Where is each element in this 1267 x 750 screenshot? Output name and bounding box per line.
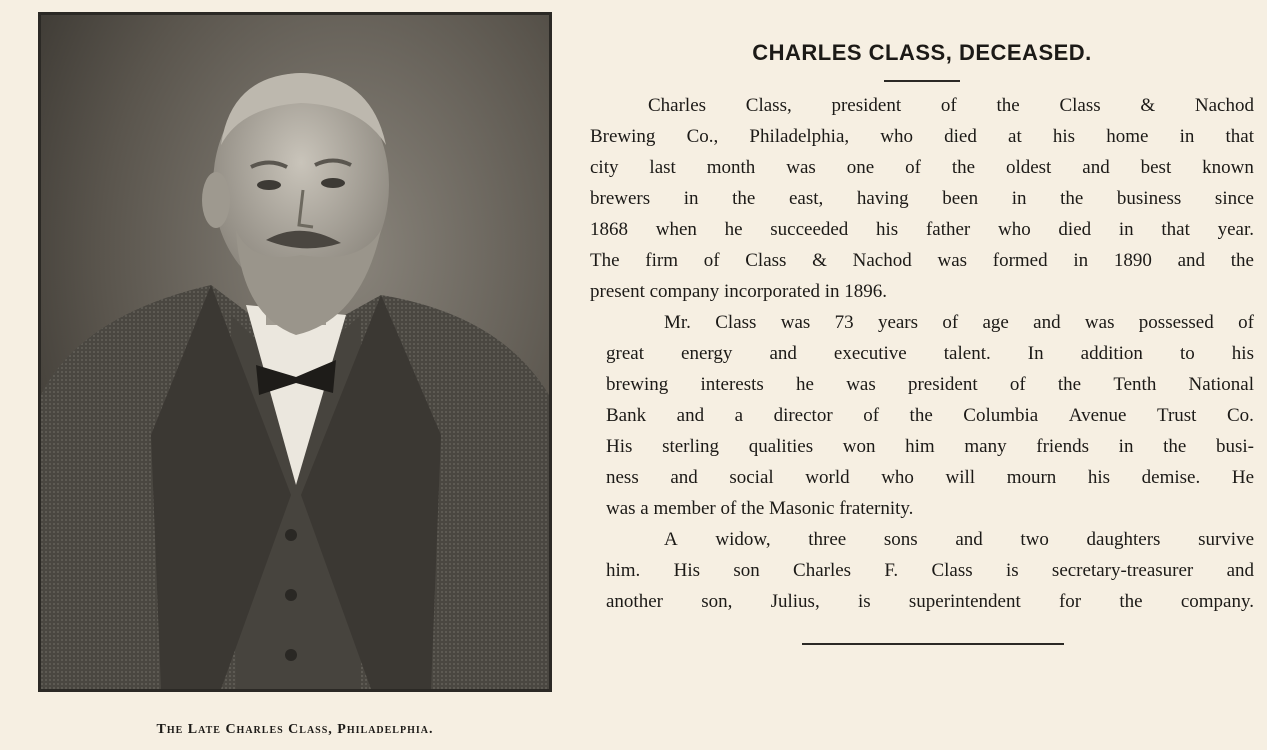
portrait-illustration: [41, 15, 549, 689]
article-end-rule: [802, 643, 1064, 645]
text-line: 1868 when he succeeded his father who died in that year.: [590, 219, 1254, 240]
text-line: great energy and executive talent. In addition to his: [606, 343, 1254, 364]
paragraph-1: [590, 90, 1254, 307]
text-line: Bank and a director of the Columbia Avenue Trust Co.: [606, 405, 1254, 426]
article-headline: CHARLES CLASS, DECEASED.: [752, 40, 1092, 65]
text-line: Charles Class, president of the Class & Nachod: [648, 95, 1254, 116]
paragraph-2: [606, 307, 1254, 524]
text-line: city last month was one of the oldest and best known: [590, 157, 1254, 178]
text-line: another son, Julius, is superintendent for the company.: [606, 591, 1254, 612]
text-line: was a member of the Masonic fraternity.: [606, 498, 914, 519]
paragraph-3: [606, 524, 1254, 617]
text-line: ness and social world who will mourn his demise. He: [606, 467, 1254, 488]
text-line: him. His son Charles F. Class is secretary-treasurer and: [606, 560, 1254, 581]
text-line: His sterling qualities won him many friends in the busi-: [606, 436, 1254, 457]
text-line: present company incorporated in 1896.: [590, 281, 888, 302]
photo-caption: The Late Charles Class, Philadelphia.: [156, 722, 434, 737]
obituary-article: [590, 40, 1254, 645]
text-line: brewing interests he was president of the Tenth National: [606, 374, 1254, 395]
text-line: A widow, three sons and two daughters survive: [664, 529, 1254, 550]
text-line: The firm of Class & Nachod was formed in 1890 and the: [590, 250, 1254, 271]
text-line: Brewing Co., Philadelphia, who died at his home in that: [590, 126, 1254, 147]
portrait-photo: [38, 12, 552, 692]
text-line: Mr. Class was 73 years of age and was possessed of: [664, 312, 1254, 333]
headline-divider: [884, 80, 960, 82]
text-line: brewers in the east, having been in the business since: [590, 188, 1254, 209]
